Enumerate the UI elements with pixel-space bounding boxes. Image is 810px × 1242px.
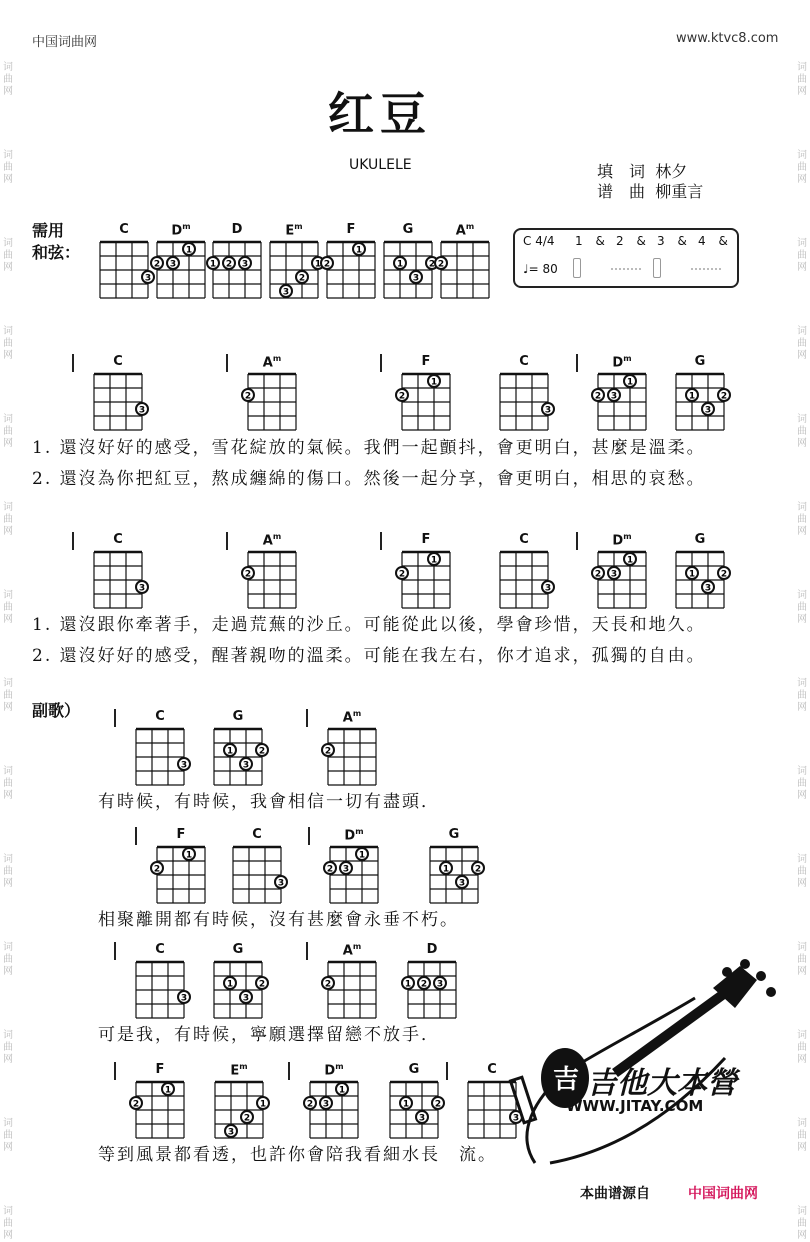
chord-name: F bbox=[421, 354, 431, 369]
finger-number: 3 bbox=[138, 405, 146, 416]
finger-number: 1 bbox=[396, 259, 404, 270]
finger-number: 3 bbox=[322, 1099, 330, 1110]
chord-diagram bbox=[128, 1080, 192, 1146]
bar-line bbox=[114, 709, 116, 727]
chord-name: G bbox=[448, 827, 460, 842]
finger-number: 2 bbox=[434, 1099, 442, 1110]
finger-number: 3 bbox=[610, 569, 618, 580]
bar-line bbox=[380, 532, 382, 550]
finger-number: 2 bbox=[153, 259, 161, 270]
finger-number: 1 bbox=[226, 746, 234, 757]
finger-number: 3 bbox=[144, 273, 152, 284]
finger-number: 3 bbox=[180, 993, 188, 1004]
chords-needed-label bbox=[32, 220, 80, 264]
finger-number: 3 bbox=[282, 287, 290, 298]
chord-name: F bbox=[421, 532, 431, 547]
strum-pattern bbox=[567, 258, 727, 278]
credits bbox=[597, 162, 703, 202]
lyricist-label: 填 词 bbox=[597, 162, 646, 181]
finger-number: 2 bbox=[225, 259, 233, 270]
finger-number: 2 bbox=[323, 259, 331, 270]
chord-diagram bbox=[492, 550, 556, 616]
chorus-row4-lyric: 等到風景都看透，也許你會陪我看細水長 流。 bbox=[98, 1145, 497, 1165]
chord-diagram bbox=[590, 372, 654, 438]
chord-diagram bbox=[422, 845, 486, 911]
finger-number: 1 bbox=[442, 864, 450, 875]
chord-diagram bbox=[668, 372, 732, 438]
finger-number: 3 bbox=[342, 864, 350, 875]
bar-line bbox=[72, 532, 74, 550]
verse1-lyric-line1: 1. 還沒好好的感受，雪花綻放的氣候。我們一起顫抖，會更明白，甚麼是溫柔。 bbox=[32, 438, 706, 458]
bar-line bbox=[306, 942, 308, 960]
site-url-right: www.ktvc8.com bbox=[676, 31, 779, 46]
rhythm-count: 1 bbox=[575, 234, 583, 248]
composer: 柳重言 bbox=[655, 182, 704, 201]
bar-line bbox=[576, 532, 578, 550]
finger-number: 3 bbox=[544, 405, 552, 416]
side-watermark-mark: 词 曲 网 bbox=[797, 766, 807, 801]
finger-number: 1 bbox=[688, 569, 696, 580]
side-watermark-mark: 词 曲 网 bbox=[3, 1206, 13, 1241]
chord-diagram bbox=[320, 727, 384, 793]
chord-diagram bbox=[302, 1080, 366, 1146]
side-watermark-mark: 词 曲 网 bbox=[3, 326, 13, 361]
chord-name: C bbox=[113, 354, 123, 369]
side-watermark-mark: 词 曲 网 bbox=[3, 590, 13, 625]
composer-label: 谱 曲 bbox=[597, 182, 646, 201]
chord-name: $A^m$ bbox=[262, 354, 282, 371]
side-watermark-mark: 词 曲 网 bbox=[797, 502, 807, 537]
chorus-row2-lyric: 相聚離開都有時候，沒有甚麼會永垂不朽。 bbox=[98, 910, 459, 930]
chord-name: D bbox=[426, 942, 438, 957]
finger-number: 2 bbox=[720, 391, 728, 402]
chord-diagram bbox=[400, 960, 464, 1026]
finger-number: 3 bbox=[227, 1127, 235, 1138]
bar-line bbox=[114, 1062, 116, 1080]
finger-number: 1 bbox=[402, 1099, 410, 1110]
chord-name: C bbox=[119, 222, 129, 237]
chords-needed-label-line2: 和弦： bbox=[32, 243, 81, 262]
chord-diagram bbox=[394, 550, 458, 616]
chord-diagram bbox=[206, 960, 270, 1026]
finger-number: 1 bbox=[430, 377, 438, 388]
rhythm-count: & bbox=[718, 234, 728, 248]
rhythm-count: & bbox=[636, 234, 646, 248]
finger-number: 2 bbox=[298, 273, 306, 284]
chord-name: C bbox=[519, 354, 529, 369]
finger-number: 3 bbox=[544, 583, 552, 594]
finger-number: 1 bbox=[626, 555, 634, 566]
side-watermark-mark: 词 曲 网 bbox=[797, 1118, 807, 1153]
chord-name: C bbox=[487, 1062, 497, 1077]
chord-diagram bbox=[207, 1080, 271, 1146]
chord-diagram bbox=[240, 372, 304, 438]
finger-number: 2 bbox=[153, 864, 161, 875]
chord-name: $E^m$ bbox=[230, 1062, 248, 1079]
finger-number: 3 bbox=[138, 583, 146, 594]
finger-number: 3 bbox=[241, 259, 249, 270]
chord-name: $E^m$ bbox=[285, 222, 303, 239]
finger-number: 2 bbox=[428, 259, 436, 270]
finger-number: 3 bbox=[242, 993, 250, 1004]
bar-line bbox=[380, 354, 382, 372]
strum-down-icon bbox=[573, 258, 581, 278]
finger-number: 2 bbox=[258, 746, 266, 757]
finger-number: 2 bbox=[243, 1113, 251, 1124]
chord-name: $D^m$ bbox=[171, 222, 191, 239]
chord-diagram bbox=[240, 550, 304, 616]
logo-text: 吉他大本營 bbox=[587, 1066, 737, 1101]
side-watermark-mark: 词 曲 网 bbox=[797, 590, 807, 625]
bar-line bbox=[226, 354, 228, 372]
instrument-label: UKULELE bbox=[349, 157, 412, 173]
chord-name: F bbox=[176, 827, 186, 842]
verse2-lyric-line1: 1. 還沒跟你牽著手，走過荒蕪的沙丘。可能從此以後，學會珍惜，天長和地久。 bbox=[32, 615, 706, 635]
finger-number: 3 bbox=[704, 583, 712, 594]
side-watermark-mark: 词 曲 网 bbox=[797, 238, 807, 273]
chord-name: F bbox=[155, 1062, 165, 1077]
verse2-lyric-line2: 2. 還沒好好的感受，醒著親吻的溫柔。可能在我左右，你才追求，孤獨的自由。 bbox=[32, 646, 706, 666]
finger-number: 3 bbox=[458, 878, 466, 889]
finger-number: 1 bbox=[259, 1099, 267, 1110]
finger-number: 3 bbox=[436, 979, 444, 990]
finger-number: 2 bbox=[244, 391, 252, 402]
side-watermark-mark: 词 曲 网 bbox=[3, 942, 13, 977]
side-watermark-mark: 词 曲 网 bbox=[3, 1118, 13, 1153]
side-watermark-mark: 词 曲 网 bbox=[797, 62, 807, 97]
chord-diagram bbox=[262, 240, 326, 306]
chords-needed-label-line1: 需用 bbox=[32, 221, 65, 240]
rhythm-box bbox=[513, 228, 739, 288]
rhythm-count: & bbox=[595, 234, 605, 248]
chord-name: C bbox=[113, 532, 123, 547]
finger-number: 3 bbox=[277, 878, 285, 889]
finger-number: 2 bbox=[474, 864, 482, 875]
strum-down-icon bbox=[653, 258, 661, 278]
chord-diagram bbox=[128, 960, 192, 1026]
chord-diagram bbox=[205, 240, 269, 306]
finger-number: 2 bbox=[594, 569, 602, 580]
chord-name: G bbox=[402, 222, 414, 237]
finger-number: 2 bbox=[244, 569, 252, 580]
chord-diagram bbox=[668, 550, 732, 616]
chord-diagram bbox=[86, 550, 150, 616]
finger-number: 2 bbox=[306, 1099, 314, 1110]
chord-diagram bbox=[492, 372, 556, 438]
chord-diagram bbox=[149, 240, 213, 306]
chord-name: G bbox=[694, 532, 706, 547]
bar-line bbox=[114, 942, 116, 960]
finger-number: 1 bbox=[226, 979, 234, 990]
finger-number: 3 bbox=[610, 391, 618, 402]
side-watermark-mark: 词 曲 网 bbox=[797, 150, 807, 185]
chord-diagram bbox=[320, 960, 384, 1026]
bar-line bbox=[288, 1062, 290, 1080]
chord-diagram bbox=[322, 845, 386, 911]
chord-name: D bbox=[231, 222, 243, 237]
finger-number: 2 bbox=[258, 979, 266, 990]
chord-name: $A^m$ bbox=[455, 222, 475, 239]
rhythm-count: 2 bbox=[616, 234, 624, 248]
chord-name: G bbox=[232, 942, 244, 957]
chord-name: F bbox=[346, 222, 356, 237]
chord-name: $D^m$ bbox=[324, 1062, 344, 1079]
chord-name: $A^m$ bbox=[342, 709, 362, 726]
footer-source-label: 本曲谱源自 bbox=[580, 1186, 650, 1202]
chord-diagram bbox=[376, 240, 440, 306]
side-watermark-mark: 词 曲 网 bbox=[3, 502, 13, 537]
chord-diagram bbox=[394, 372, 458, 438]
rhythm-count: & bbox=[677, 234, 687, 248]
finger-number: 3 bbox=[704, 405, 712, 416]
chord-diagram bbox=[92, 240, 156, 306]
finger-number: 1 bbox=[355, 245, 363, 256]
chord-name: G bbox=[232, 709, 244, 724]
chord-name: C bbox=[252, 827, 262, 842]
chorus-row1-lyric: 有時候，有時候，我會相信一切有盡頭． bbox=[98, 792, 440, 812]
finger-number: 1 bbox=[209, 259, 217, 270]
bar-line bbox=[135, 827, 137, 845]
lyricist: 林夕 bbox=[655, 162, 688, 181]
time-signature: C 4/4 bbox=[523, 234, 555, 248]
finger-number: 2 bbox=[398, 569, 406, 580]
side-watermark-mark: 词 曲 网 bbox=[3, 678, 13, 713]
finger-number: 2 bbox=[720, 569, 728, 580]
bar-line bbox=[576, 354, 578, 372]
finger-number: 1 bbox=[314, 259, 322, 270]
side-watermark-mark: 词 曲 网 bbox=[797, 678, 807, 713]
chord-diagram bbox=[149, 845, 213, 911]
chord-name: C bbox=[155, 942, 165, 957]
side-watermark-mark: 词 曲 网 bbox=[3, 150, 13, 185]
chord-diagram bbox=[433, 240, 497, 306]
finger-number: 2 bbox=[398, 391, 406, 402]
side-watermark-mark: 词 曲 网 bbox=[797, 414, 807, 449]
finger-number: 2 bbox=[132, 1099, 140, 1110]
chord-name: $D^m$ bbox=[612, 532, 632, 549]
bar-line bbox=[226, 532, 228, 550]
chord-name: $D^m$ bbox=[344, 827, 364, 844]
finger-number: 1 bbox=[430, 555, 438, 566]
side-watermark-mark: 词 曲 网 bbox=[797, 1206, 807, 1241]
side-watermark-mark: 词 曲 网 bbox=[797, 942, 807, 977]
finger-number: 3 bbox=[169, 259, 177, 270]
chord-name: $A^m$ bbox=[342, 942, 362, 959]
finger-number: 3 bbox=[180, 760, 188, 771]
song-title: 红豆 bbox=[328, 87, 432, 141]
chord-name: G bbox=[694, 354, 706, 369]
verse1-lyric-line2: 2. 還沒為你把紅豆，熬成纏綿的傷口。然後一起分享，會更明白，相思的哀愁。 bbox=[32, 469, 706, 489]
chorus-row3-lyric: 可是我，有時候，寧願選擇留戀不放手． bbox=[98, 1025, 440, 1045]
rhythm-count: 3 bbox=[657, 234, 665, 248]
side-watermark-mark: 词 曲 网 bbox=[3, 414, 13, 449]
side-watermark-mark: 词 曲 网 bbox=[3, 238, 13, 273]
side-watermark-mark: 词 曲 网 bbox=[3, 62, 13, 97]
bar-line bbox=[306, 709, 308, 727]
chord-diagram bbox=[225, 845, 289, 911]
side-watermark-mark: 词 曲 网 bbox=[3, 1030, 13, 1065]
finger-number: 1 bbox=[164, 1085, 172, 1096]
finger-number: 3 bbox=[418, 1113, 426, 1124]
side-watermark-mark: 词 曲 网 bbox=[3, 766, 13, 801]
chord-name: G bbox=[408, 1062, 420, 1077]
bar-line bbox=[308, 827, 310, 845]
chord-name: $A^m$ bbox=[262, 532, 282, 549]
bar-line bbox=[446, 1062, 448, 1080]
side-watermark-mark: 词 曲 网 bbox=[797, 854, 807, 889]
finger-number: 1 bbox=[358, 850, 366, 861]
finger-number: 2 bbox=[324, 746, 332, 757]
chord-diagram bbox=[590, 550, 654, 616]
chord-diagram bbox=[206, 727, 270, 793]
side-watermark-mark: 词 曲 网 bbox=[797, 326, 807, 361]
finger-number: 2 bbox=[324, 979, 332, 990]
svg-text:吉: 吉 bbox=[553, 1065, 580, 1095]
finger-number: 3 bbox=[512, 1113, 520, 1124]
finger-number: 1 bbox=[338, 1085, 346, 1096]
rhythm-count: 4 bbox=[698, 234, 706, 248]
finger-number: 3 bbox=[412, 273, 420, 284]
finger-number: 2 bbox=[326, 864, 334, 875]
chord-diagram bbox=[319, 240, 383, 306]
bar-line bbox=[72, 354, 74, 372]
finger-number: 1 bbox=[404, 979, 412, 990]
site-name-left: 中国词曲网 bbox=[32, 35, 98, 50]
tempo: ♩= 80 bbox=[523, 262, 558, 276]
strum-rest-icon bbox=[611, 268, 641, 270]
chord-name: $D^m$ bbox=[612, 354, 632, 371]
finger-number: 2 bbox=[420, 979, 428, 990]
finger-number: 2 bbox=[437, 259, 445, 270]
chord-name: C bbox=[519, 532, 529, 547]
finger-number: 1 bbox=[185, 850, 193, 861]
footer-source-name[interactable]: 中国词曲网 bbox=[688, 1186, 758, 1202]
finger-number: 3 bbox=[242, 760, 250, 771]
chord-name: C bbox=[155, 709, 165, 724]
finger-number: 1 bbox=[688, 391, 696, 402]
logo-url[interactable]: WWW.JITAY.COM bbox=[566, 1097, 704, 1115]
side-watermark-mark: 词 曲 网 bbox=[3, 854, 13, 889]
finger-number: 2 bbox=[594, 391, 602, 402]
chord-diagram bbox=[128, 727, 192, 793]
chord-diagram bbox=[86, 372, 150, 438]
finger-number: 1 bbox=[626, 377, 634, 388]
chorus-label: 副歌） bbox=[32, 701, 81, 720]
side-watermark-mark: 词 曲 网 bbox=[797, 1030, 807, 1065]
strum-rest-icon bbox=[691, 268, 721, 270]
chord-diagram bbox=[382, 1080, 446, 1146]
finger-number: 1 bbox=[185, 245, 193, 256]
